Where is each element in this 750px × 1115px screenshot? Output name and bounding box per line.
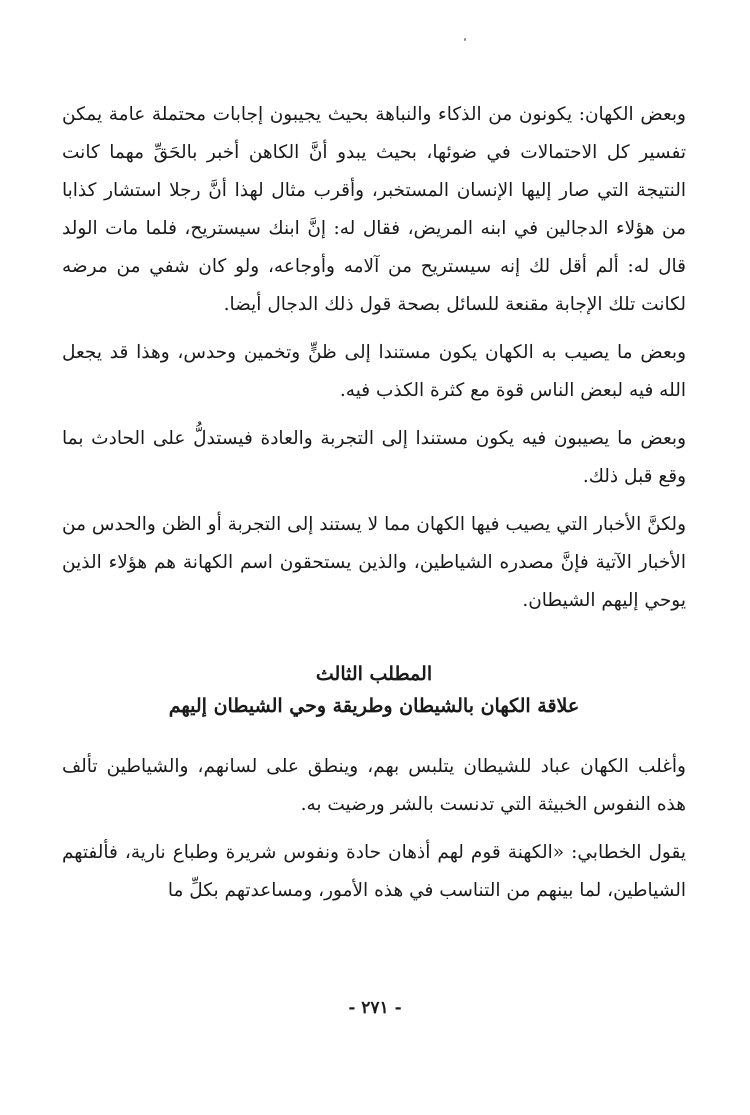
- page-content: [62, 96, 686, 910]
- section-title: المطلب الثالث: [315, 663, 433, 685]
- paragraph-devils-source: ولكنَّ الأخبار التي يصيب فيها الكهان مما لا يستند إلى التجربة أو الظن والحدس من الأخبار الآتية فإنَّ مصدره الشياطين، والذين يستحقون اسم الكهانة هم هؤلاء الذين يوحي إليهم الشيطان.: [62, 514, 686, 611]
- paragraph-soothsayer-ambiguity: وبعض الكهان: يكونون من الذكاء والنباهة بحيث يجيبون إجابات محتملة عامة يمكن تفسير كل الاحتمالات في ضوئها، بحيث يبدو أنَّ الكاهن أخبر بالحَقِّ مهما كانت النتيجة التي صار إليها الإنسان المستخبر، وأقرب مثال لهذا أنَّ رجلا استشار كذابا من هؤلاء الدجالين في ابنه المريض، فقال له: إنَّ ابنك سيستريح، فلما مات الولد قال له: ألم أقل لك إنه سيستريح من آلامه وأوجاعه، ولو كان شفي من مرضه لكانت تلك الإجابة مقنعة للسائل بصحة قول ذلك الدجال أيضا.: [62, 104, 686, 315]
- section-subtitle: علاقة الكهان بالشيطان وطريقة وحي الشيطان إليهم: [168, 695, 580, 717]
- paragraph-guess-conjecture: وبعض ما يصيب به الكهان يكون مستندا إلى ظنٍّ وتخمين وحدس، وهذا قد يجعل الله فيه لبعض الناس قوة مع كثرة الكذب فيه.: [62, 342, 686, 401]
- paragraph-khattabi-quote: يقول الخطابي: «الكهنة قوم لهم أذهان حادة ونفوس شريرة وطباع نارية، فألفتهم الشياطين، لما بينهم من التناسب في هذه الأمور، ومساعدتهم بكلِّ ما: [62, 842, 686, 901]
- page-number: - ٢٧١ -: [348, 998, 402, 1018]
- paragraph-experience-habit: وبعض ما يصيبون فيه يكون مستندا إلى التجربة والعادة فيستدلُّ على الحادث بما وقع قبل ذلك.: [62, 428, 686, 487]
- section-heading: [62, 658, 686, 722]
- paragraph-devil-worship: وأغلب الكهان عباد للشيطان يتلبس بهم، وينطق على لسانهم، والشياطين تألف هذه النفوس الخبيثة التي تدنست بالشر ورضيت به.: [62, 756, 686, 815]
- scan-speck: [464, 38, 466, 41]
